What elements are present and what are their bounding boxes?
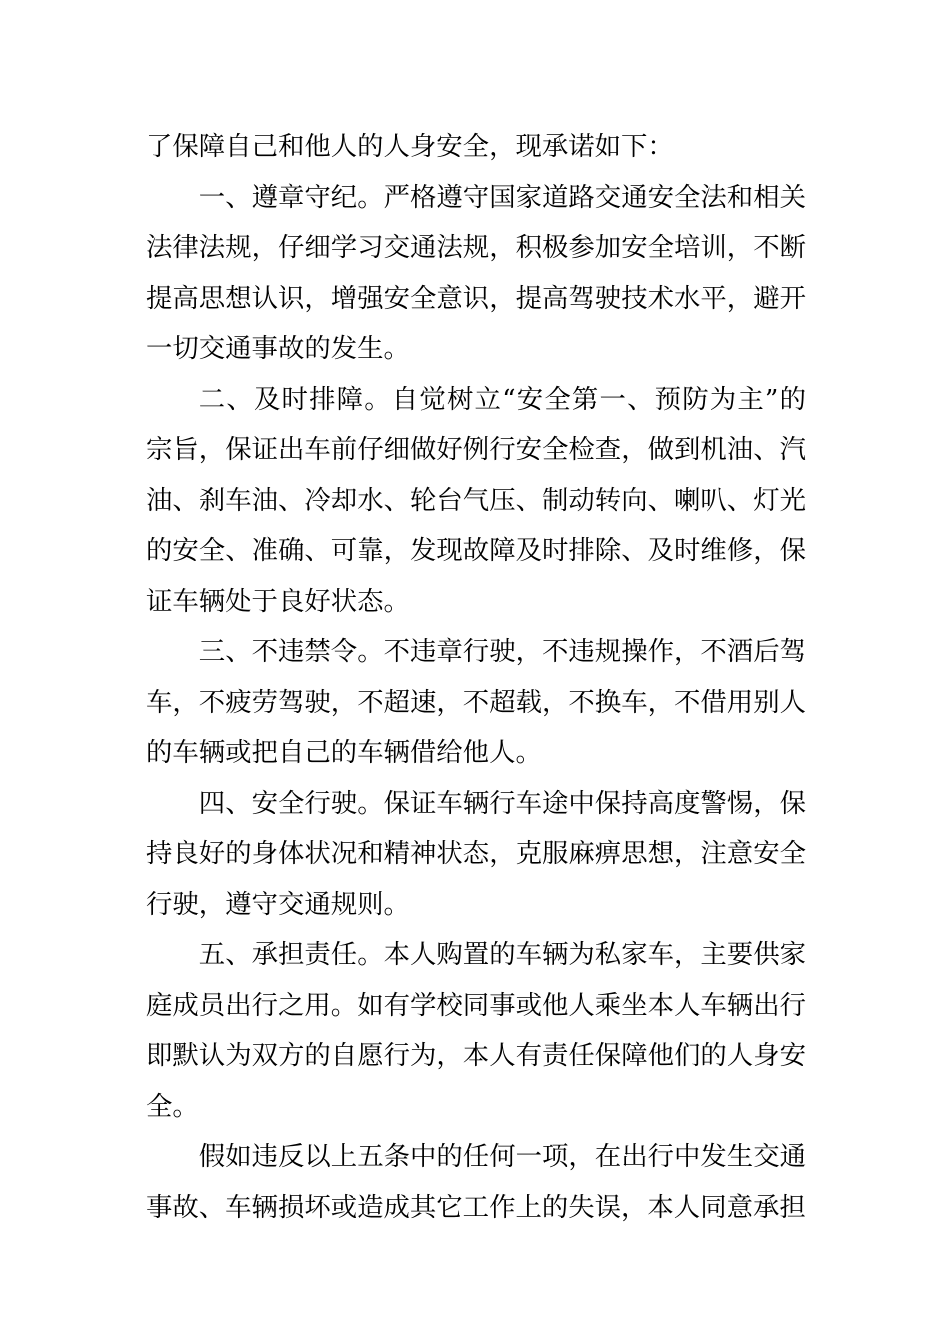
paragraph-item-3: 三、不违禁令。不违章行驶，不违规操作，不酒后驾车，不疲劳驾驶，不超速，不超载，不换车，不借用别人的车辆或把自己的车辆借给他人。 <box>146 636 806 768</box>
document-page <box>146 122 806 1233</box>
paragraph-item-1: 一、遵章守纪。严格遵守国家道路交通安全法和相关法律法规，仔细学习交通法规，积极参加安全培训，不断提高思想认识，增强安全意识，提高驾驶技术水平，避开一切交通事故的发生。 <box>146 181 806 364</box>
paragraph-intro: 了保障自己和他人的人身安全，现承诺如下： <box>146 131 674 162</box>
paragraph-item-4: 四、安全行驶。保证车辆行车途中保持高度警惕，保持良好的身体状况和精神状态，克服麻痹思想，注意安全行驶，遵守交通规则。 <box>146 787 806 920</box>
paragraph-closing: 假如违反以上五条中的任何一项，在出行中发生交通事故、车辆损坏或造成其它工作上的失误，本人同意承担 <box>146 1141 806 1223</box>
paragraph-item-2: 二、及时排障。自觉树立“安全第一、预防为主”的宗旨，保证出车前仔细做好例行安全检查，做到机油、汽油、刹车油、冷却水、轮台气压、制动转向、喇叭、灯光的安全、准确、可靠，发现故障及时排除、及时维修，保证车辆处于良好状态。 <box>146 383 806 617</box>
paragraph-item-5: 五、承担责任。本人购置的车辆为私家车，主要供家庭成员出行之用。如有学校同事或他人乘坐本人车辆出行即默认为双方的自愿行为，本人有责任保障他们的人身安全。 <box>146 939 806 1122</box>
